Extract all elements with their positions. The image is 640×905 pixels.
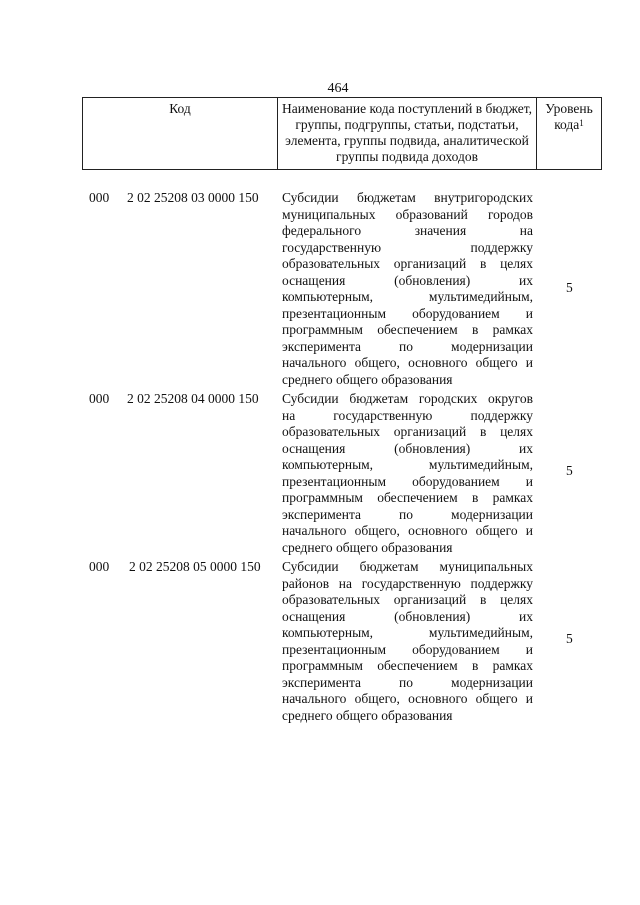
desc-line: образовательных организаций в целях <box>282 256 533 271</box>
header-name <box>278 98 537 169</box>
desc-line: эксперимента по модернизации <box>282 338 533 354</box>
desc-line: начального общего, основного общего и <box>282 691 533 706</box>
desc-line: презентационным оборудованием и <box>282 305 533 321</box>
row-prefix: 000 <box>89 391 110 406</box>
desc-line: государственную поддержку <box>282 239 533 255</box>
header-level <box>537 98 601 169</box>
desc-line: эксперимента по модернизации <box>282 674 533 690</box>
row-level: 5 <box>566 280 573 295</box>
desc-line: программным обеспечением в рамках <box>282 658 533 673</box>
header-code <box>83 98 278 169</box>
desc-line: компьютерным, мультимедийным, <box>282 457 533 472</box>
desc-line: презентационным оборудованием и <box>282 641 533 657</box>
desc-line: программным обеспечением в рамках <box>282 490 533 505</box>
row-level: 5 <box>566 631 573 646</box>
desc-line: оснащения (обновления) их <box>282 608 533 624</box>
desc-line: программным обеспечением в рамках <box>282 322 533 337</box>
row-code: 2 02 25208 03 0000 150 <box>127 190 259 205</box>
desc-line: оснащения (обновления) их <box>282 440 533 456</box>
page-number: 464 <box>327 81 349 96</box>
desc-line: на государственную поддержку <box>282 407 533 423</box>
desc-line: федерального значения на <box>282 223 533 238</box>
header-level-footnote: 1 <box>579 118 584 128</box>
desc-line: Субсидии бюджетам городских округов <box>282 391 533 406</box>
desc-line: Субсидии бюджетам муниципальных <box>282 559 533 574</box>
row-description <box>282 559 533 724</box>
header-code-label: Код <box>169 101 191 116</box>
row-code: 2 02 25208 04 0000 150 <box>127 391 259 406</box>
desc-line: презентационным оборудованием и <box>282 473 533 489</box>
row-description <box>282 190 533 388</box>
desc-line: образовательных организаций в целях <box>282 592 533 607</box>
row-prefix: 000 <box>89 190 110 205</box>
desc-line: среднего общего образования <box>282 539 453 555</box>
desc-line: начального общего, основного общего и <box>282 523 533 538</box>
desc-line: среднего общего образования <box>282 707 453 723</box>
desc-line: оснащения (обновления) их <box>282 272 533 288</box>
desc-line: муниципальных образований городов <box>282 206 533 222</box>
desc-line: компьютерным, мультимедийным, <box>282 625 533 640</box>
row-code: 2 02 25208 05 0000 150 <box>129 559 261 574</box>
desc-line: компьютерным, мультимедийным, <box>282 289 533 304</box>
row-level: 5 <box>566 463 573 478</box>
desc-line: районов на государственную поддержку <box>282 575 533 591</box>
header-name-label: Наименование кода поступлений в бюджет, группы, подгруппы, статьи, подстатьи, элемента, группы подвида, аналитической группы подвида доходов <box>281 101 532 164</box>
desc-line: образовательных организаций в целях <box>282 424 533 439</box>
desc-line: Субсидии бюджетам внутригородских <box>282 190 533 205</box>
desc-line: среднего общего образования <box>282 371 453 387</box>
header-level-label: Уровень кода <box>545 101 593 132</box>
row-prefix: 000 <box>89 559 110 574</box>
desc-line: начального общего, основного общего и <box>282 355 533 370</box>
table-header <box>82 97 602 170</box>
desc-line: эксперимента по модернизации <box>282 506 533 522</box>
row-description <box>282 391 533 556</box>
